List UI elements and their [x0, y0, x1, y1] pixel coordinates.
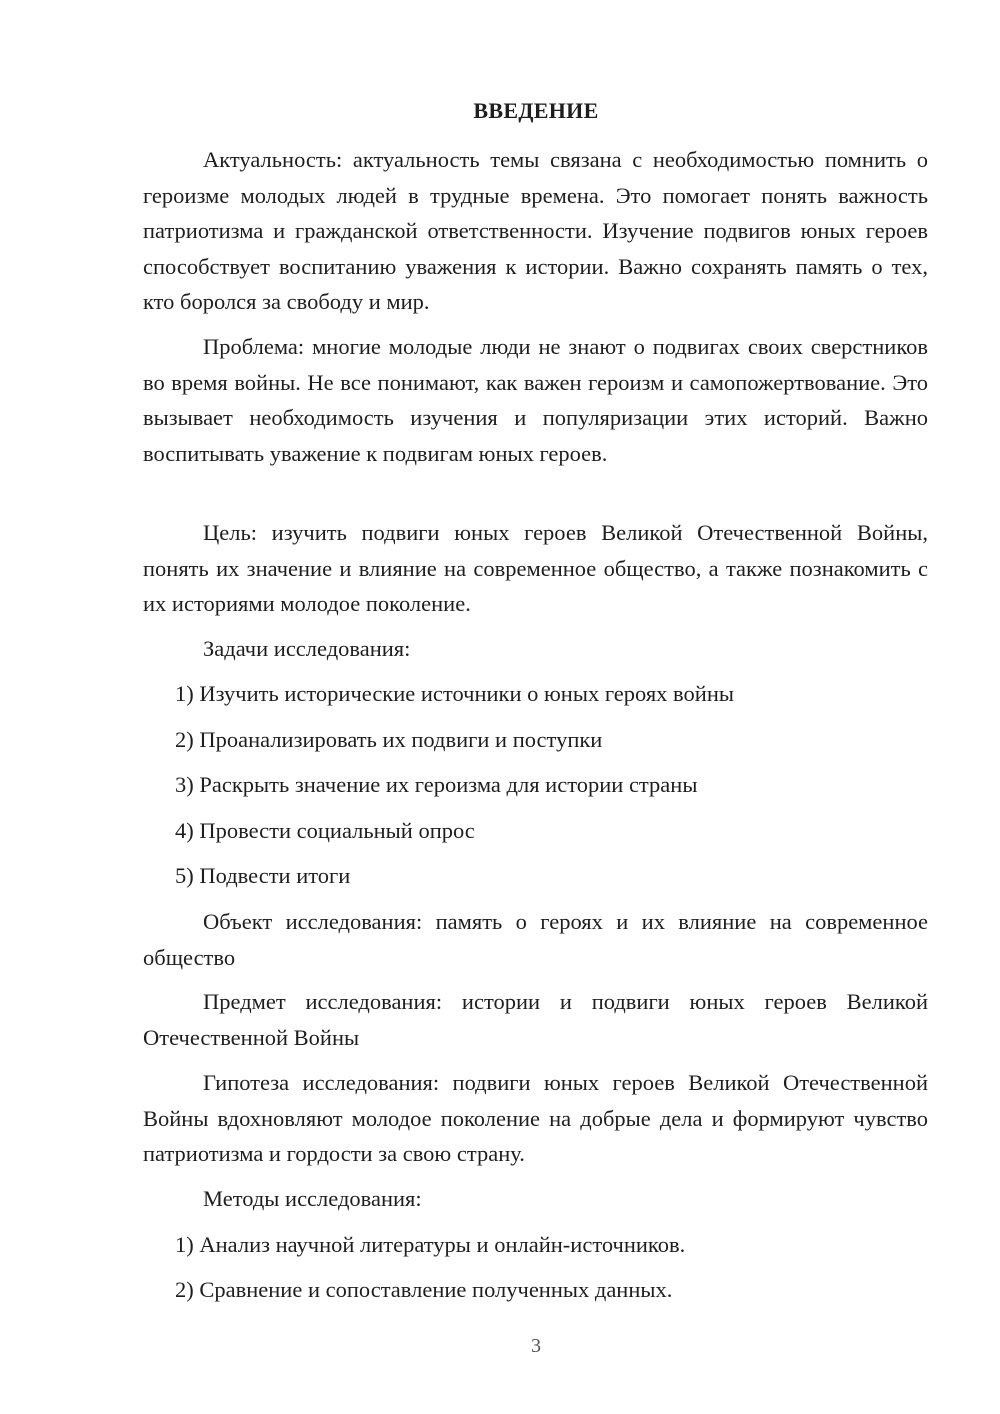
hypothesis-text: Гипотеза исследования: подвиги юных героев Великой Отечественной Войны вдохновляют молодое поколение на добрые дела и формируют чувство патриотизма и гордости за свою страну.: [143, 1070, 928, 1166]
task-item-2: [143, 722, 928, 758]
relevance-text: Актуальность: актуальность темы связана с необходимостью помнить о героизме молодых людей в трудные времена. Это помогает понять важность патриотизма и гражданской ответственности. Изучение подвигов юных героев способствует воспитанию уважения к истории. Важно сохранять память о тех, кто боролся за свободу и мир.: [143, 147, 928, 314]
methods-heading-block: [143, 1181, 928, 1217]
paragraph-object: [143, 904, 928, 975]
paragraph-hypothesis: [143, 1065, 928, 1172]
list-item: 5) Подвести итоги: [175, 863, 351, 888]
paragraph-goal: [143, 515, 928, 622]
list-item: 1) Анализ научной литературы и онлайн-источников.: [175, 1232, 686, 1257]
task-item-5: [143, 858, 928, 894]
page-title: ВВЕДЕНИЕ: [473, 98, 599, 123]
paragraph-relevance: [143, 142, 928, 320]
method-item-1: [143, 1227, 928, 1263]
page-number: 3: [531, 1335, 541, 1357]
list-item: 2) Проанализировать их подвиги и поступки: [175, 727, 603, 752]
subject-text: Предмет исследования: истории и подвиги юных героев Великой Отечественной Войны: [143, 989, 928, 1050]
list-item: 4) Провести социальный опрос: [175, 818, 475, 843]
paragraph-subject: [143, 984, 928, 1055]
methods-heading: Методы исследования:: [203, 1186, 422, 1211]
tasks-heading-block: [143, 631, 928, 667]
object-text: Объект исследования: память о героях и их влияние на современное общество: [143, 909, 928, 970]
task-item-1: [143, 676, 928, 712]
list-item: 2) Сравнение и сопоставление полученных данных.: [175, 1277, 673, 1302]
tasks-heading: Задачи исследования:: [203, 636, 411, 661]
task-item-3: [143, 767, 928, 803]
goal-text: Цель: изучить подвиги юных героев Великой Отечественной Войны, понять их значение и влияние на современное общество, а также познакомить с их историями молодое поколение.: [143, 520, 928, 616]
list-item: 1) Изучить исторические источники о юных героях войны: [175, 681, 734, 706]
paragraph-problem: [143, 329, 928, 471]
problem-text: Проблема: многие молодые люди не знают о подвигах своих сверстников во время войны. Не все понимают, как важен героизм и самопожертвование. Это вызывает необходимость изучения и популяризации этих историй. Важно воспитывать уважение к подвигам юных героев.: [143, 334, 928, 466]
task-item-4: [143, 813, 928, 849]
list-item: 3) Раскрыть значение их героизма для истории страны: [175, 772, 698, 797]
method-item-2: [143, 1272, 928, 1308]
